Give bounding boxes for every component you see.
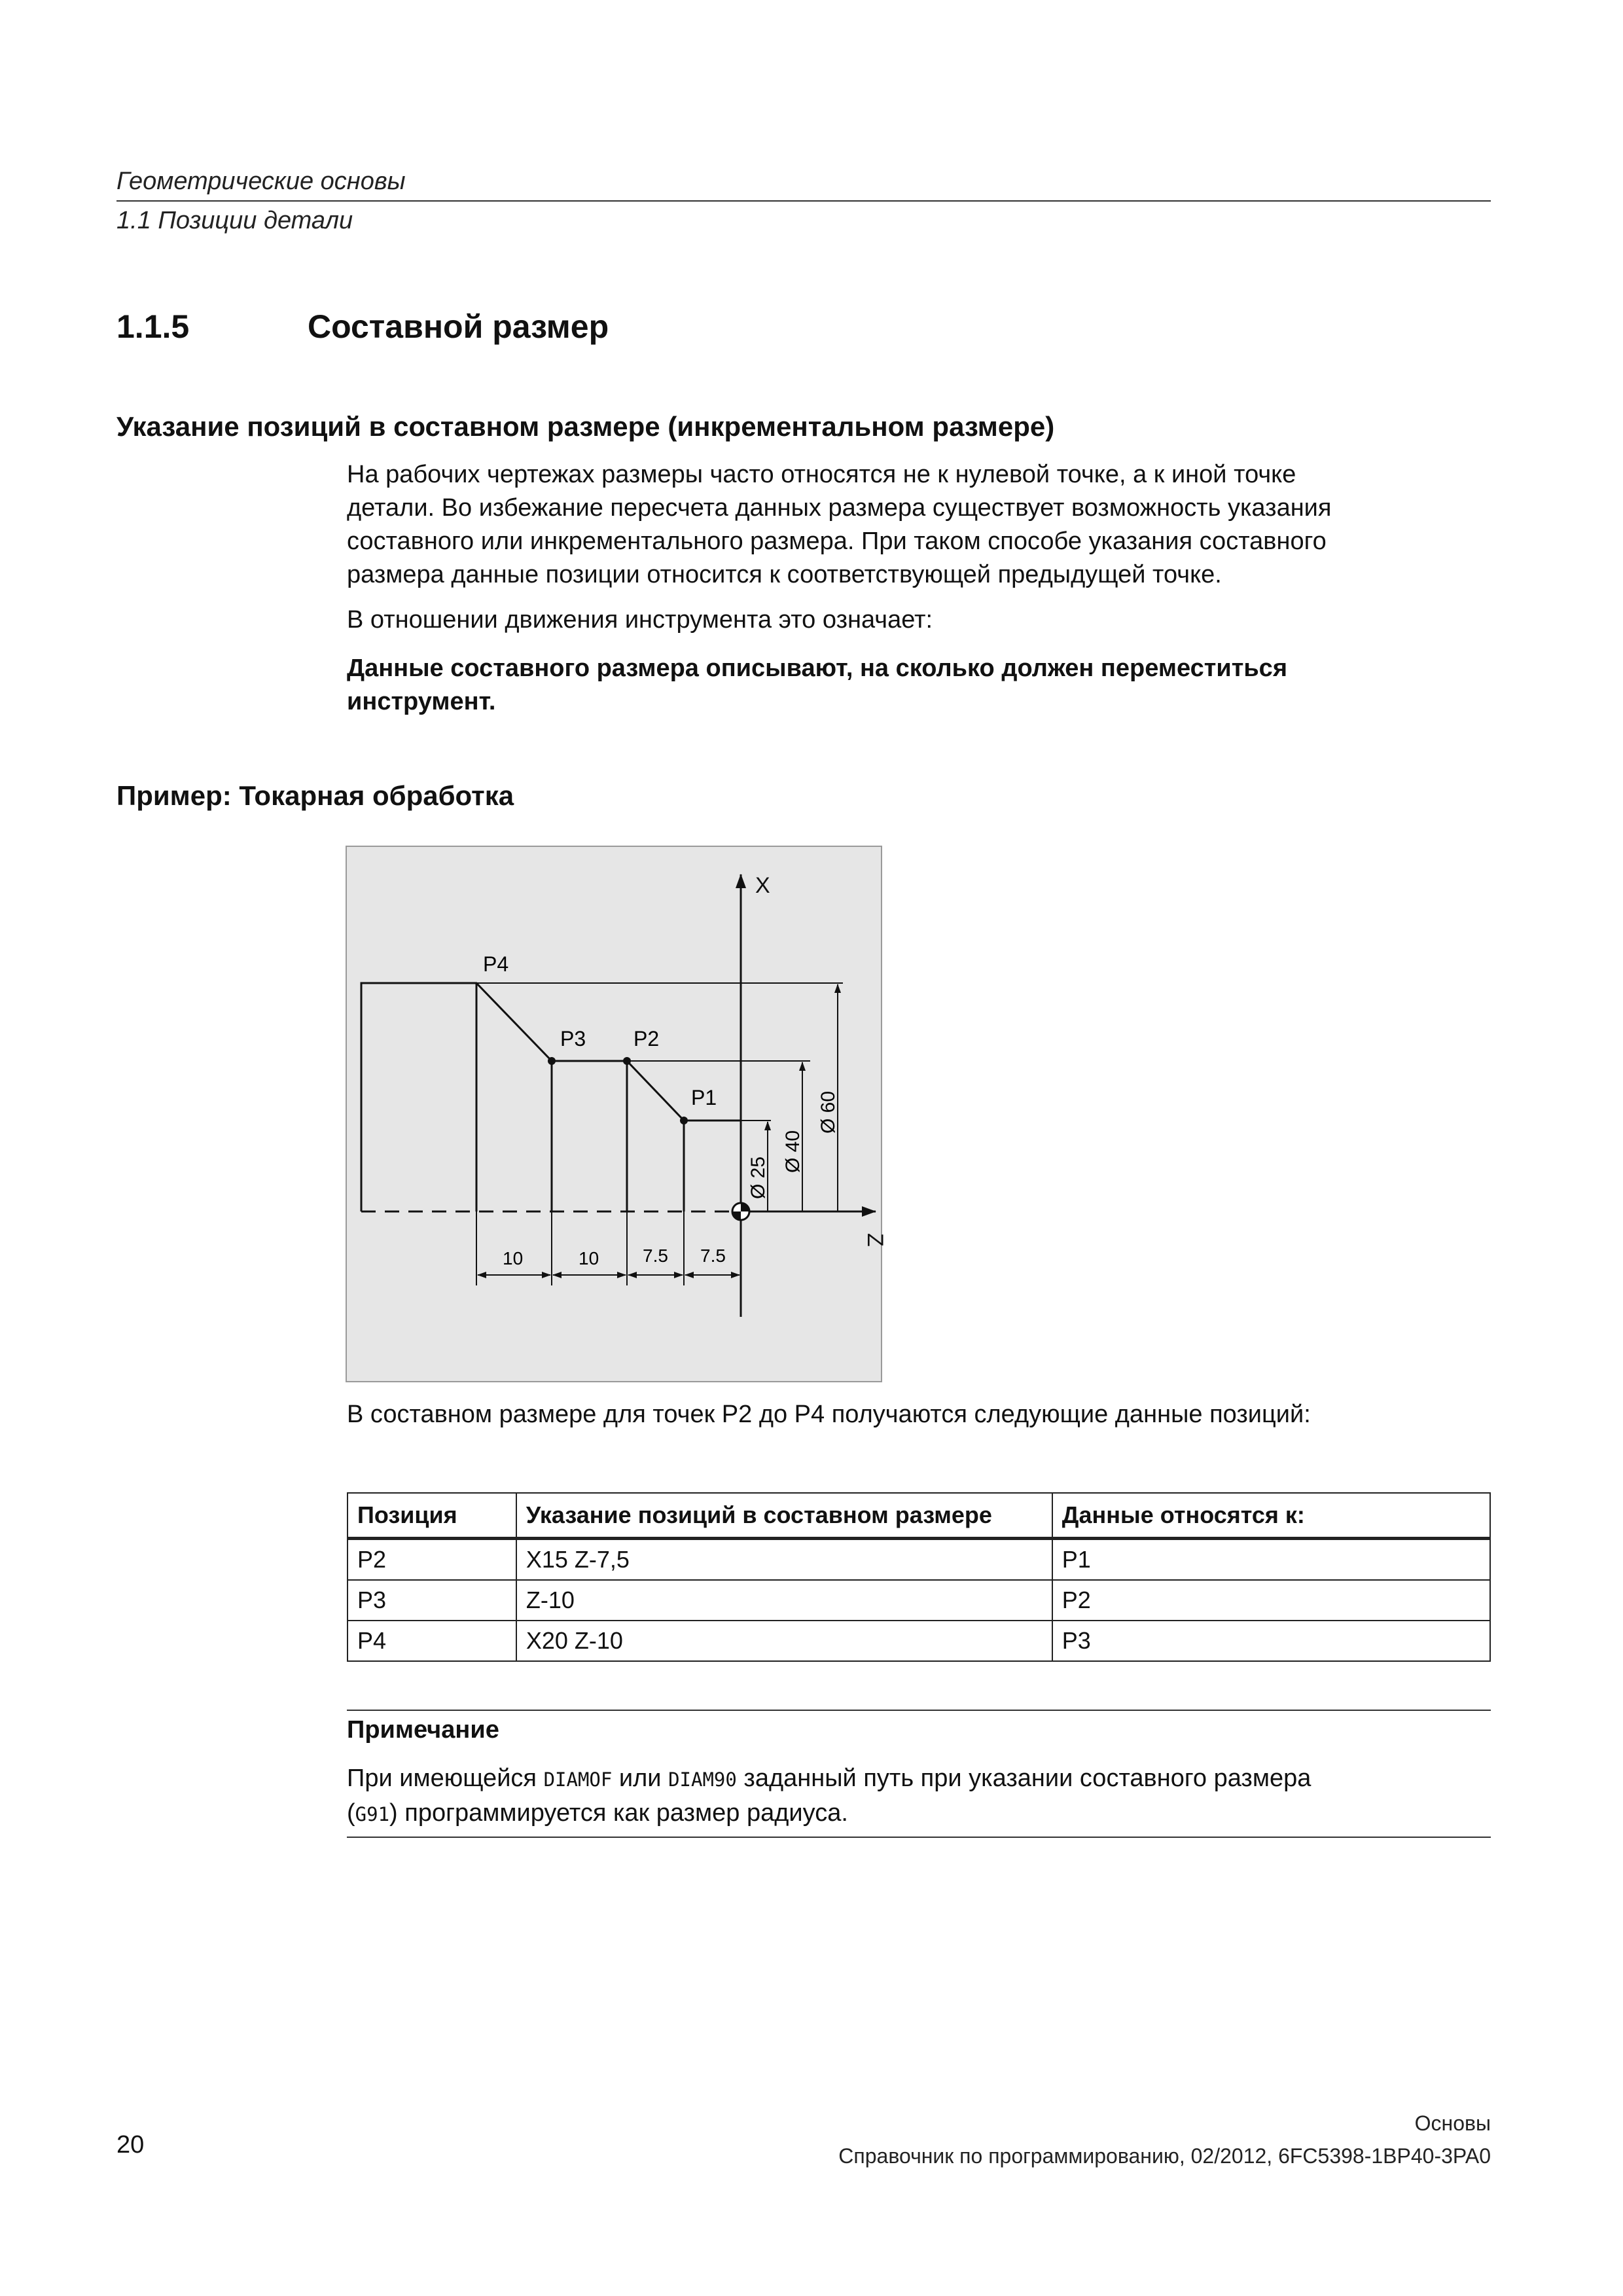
dim-label-7-5-a: 7.5 — [643, 1246, 668, 1266]
point-p1-dot — [680, 1117, 688, 1124]
dim-label-10-a: 10 — [503, 1248, 524, 1268]
point-label-p1: P1 — [691, 1086, 717, 1109]
table-header-cell: Данные относятся к: — [1052, 1493, 1490, 1539]
table-cell: X20 Z-10 — [516, 1621, 1052, 1661]
table-row — [348, 1539, 1490, 1581]
table-cell: Z-10 — [516, 1580, 1052, 1621]
dim-label-7-5-b: 7.5 — [700, 1246, 726, 1266]
intro-line: размера данные позиции относится к соответствующей предыдущей точке. — [347, 561, 1222, 588]
intro-line: На рабочих чертежах размеры часто относятся не к нулевой точке, а к иной точке — [347, 461, 1296, 488]
table-cell: P3 — [348, 1580, 516, 1621]
note-code-diamof: DIAMOF — [543, 1768, 613, 1791]
note-line-1 — [347, 1762, 1491, 1797]
note-text: или — [612, 1765, 669, 1792]
subheading-positions: Указание позиций в составном размере (инкрементальном размере) — [116, 411, 1055, 442]
point-p3-dot — [548, 1057, 556, 1065]
section-title: Составной размер — [308, 308, 609, 345]
x-axis-label: X — [755, 873, 770, 898]
diameter-label-25: Ø 25 — [747, 1156, 769, 1199]
point-label-p3: P3 — [560, 1027, 586, 1050]
table-cell: P3 — [1052, 1621, 1490, 1661]
running-header-chapter: Геометрические основы — [116, 168, 406, 195]
table-cell: P4 — [348, 1621, 516, 1661]
note-top-rule — [347, 1710, 1491, 1711]
note-text: При имеющейся — [347, 1765, 544, 1792]
note-code-diam90: DIAM90 — [668, 1768, 737, 1791]
movement-intro: В отношении движения инструмента это означает: — [347, 606, 933, 634]
footer-doc-title: Основы — [1414, 2111, 1491, 2135]
intro-paragraph — [347, 458, 1499, 592]
table-cell: P2 — [348, 1539, 516, 1581]
table-intro: В составном размере для точек P2 до P4 получаются следующие данные позиций: — [347, 1401, 1311, 1428]
note-text: ) программируется как размер радиуса. — [389, 1799, 848, 1827]
table-row — [348, 1580, 1490, 1621]
z-axis-label: Z — [863, 1233, 887, 1247]
bold-statement — [347, 652, 1287, 719]
note-title: Примечание — [347, 1716, 499, 1744]
table-cell: X15 Z-7,5 — [516, 1539, 1052, 1581]
page-number: 20 — [116, 2131, 145, 2159]
table-row — [348, 1621, 1490, 1661]
bold-statement-line: инструмент. — [347, 688, 496, 715]
bold-statement-line: Данные составного размера описывают, на сколько должен переместиться — [347, 655, 1287, 682]
header-rule — [116, 200, 1491, 202]
section-number: 1.1.5 — [116, 308, 190, 345]
note-text: заданный путь при указании составного размера — [736, 1765, 1311, 1792]
diameter-label-60: Ø 60 — [817, 1090, 839, 1134]
dim-label-10-b: 10 — [579, 1248, 599, 1268]
table-header-cell: Позиция — [348, 1493, 516, 1539]
note-bottom-rule — [347, 1837, 1491, 1838]
example-heading: Пример: Токарная обработка — [116, 780, 514, 811]
intro-line: детали. Во избежание пересчета данных размера существует возможность указания — [347, 494, 1332, 522]
note-code-g91: G91 — [355, 1803, 390, 1825]
turning-figure — [346, 846, 887, 1382]
table-cell: P1 — [1052, 1539, 1490, 1581]
diameter-label-40: Ø 40 — [782, 1130, 804, 1173]
intro-line: составного или инкрементального размера. При таком способе указания составного — [347, 528, 1327, 555]
running-header-section: 1.1 Позиции детали — [116, 207, 353, 234]
positions-table — [347, 1492, 1491, 1662]
footer-doc-ref: Справочник по программированию, 02/2012, 6FC5398-1BP40-3PA0 — [838, 2144, 1491, 2168]
point-label-p4: P4 — [483, 952, 509, 976]
figure-frame — [346, 846, 882, 1382]
table-header-cell: Указание позиций в составном размере — [516, 1493, 1052, 1539]
point-label-p2: P2 — [633, 1027, 660, 1050]
table-header-row — [348, 1493, 1490, 1539]
note-body — [347, 1762, 1491, 1831]
note-text: ( — [347, 1799, 355, 1827]
table-cell: P2 — [1052, 1580, 1490, 1621]
note-line-2 — [347, 1797, 1491, 1831]
